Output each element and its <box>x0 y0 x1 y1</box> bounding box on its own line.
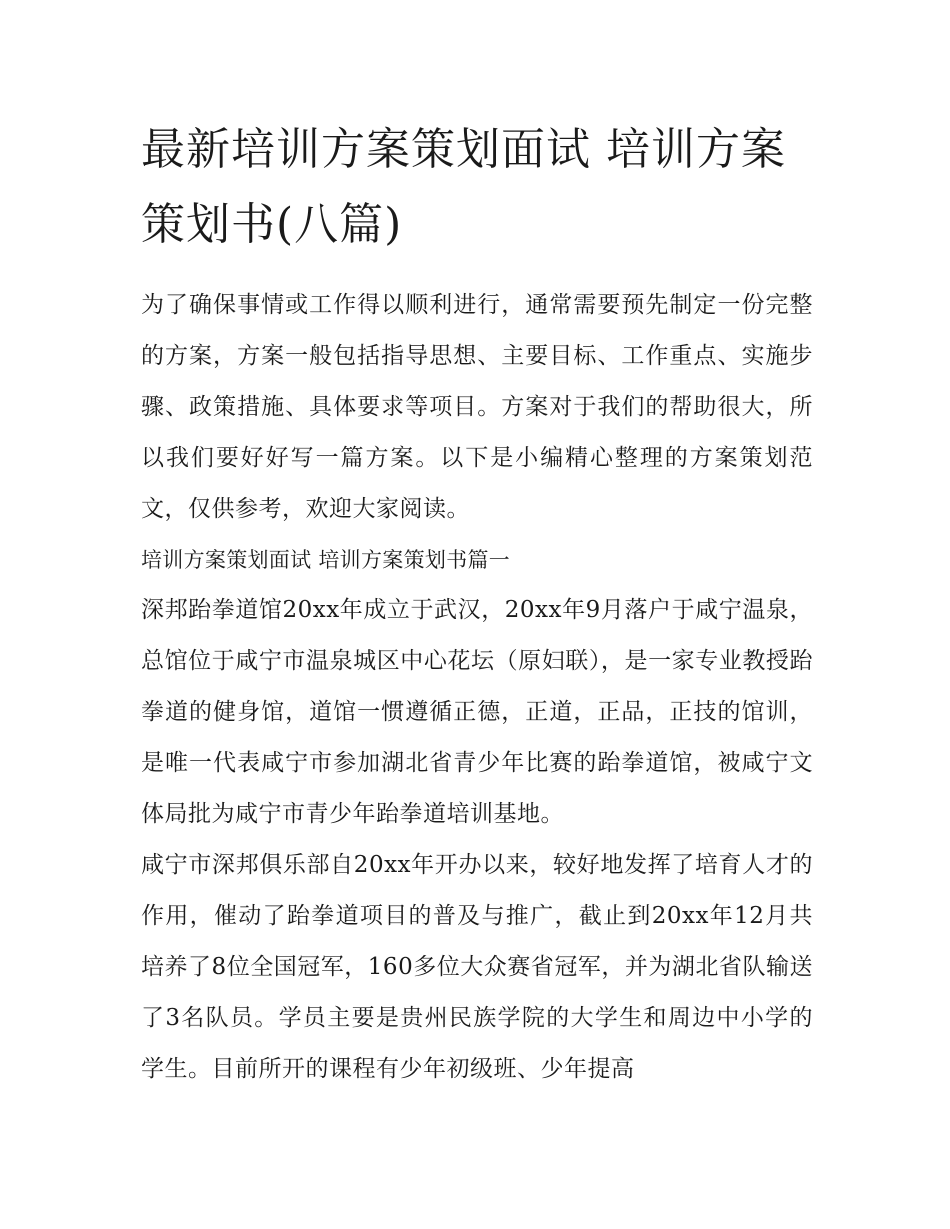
document-title: 最新培训方案策划面试 培训方案策划书(八篇) <box>141 124 786 250</box>
document-body <box>141 112 813 1095</box>
body-paragraph-2: 咸宁市深邦俱乐部自20xx年开办以来，较好地发挥了培育人才的作用，催动了跆拳道项目的普及与推广，截止到20xx年12月共培养了8位全国冠军，160多位大众赛省冠军，并为湖北省队输送了3名队员。学员主要是贵州民族学院的大学生和周边中小学的学生。目前所开的课程有少年初级班、少年提高 <box>141 852 813 1082</box>
body-paragraph-1: 深邦跆拳道馆20xx年成立于武汉，20xx年9月落户于咸宁温泉，总馆位于咸宁市温泉城区中心花坛（原妇联），是一家专业教授跆拳道的健身馆，道馆一惯遵循正德，正道，正品，正技的馆训，是唯一代表咸宁市参加湖北省青少年比赛的跆拳道馆，被咸宁文体局批为咸宁市青少年跆拳道培训基地。 <box>141 597 813 827</box>
section-heading: 培训方案策划面试 培训方案策划书篇一 <box>141 548 511 572</box>
intro-paragraph: 为了确保事情或工作得以顺利进行，通常需要预先制定一份完整的方案，方案一般包括指导思想、主要目标、工作重点、实施步骤、政策措施、具体要求等项目。方案对于我们的帮助很大，所以我们要好好写一篇方案。以下是小编精心整理的方案策划范文，仅供参考，欢迎大家阅读。 <box>141 292 813 522</box>
